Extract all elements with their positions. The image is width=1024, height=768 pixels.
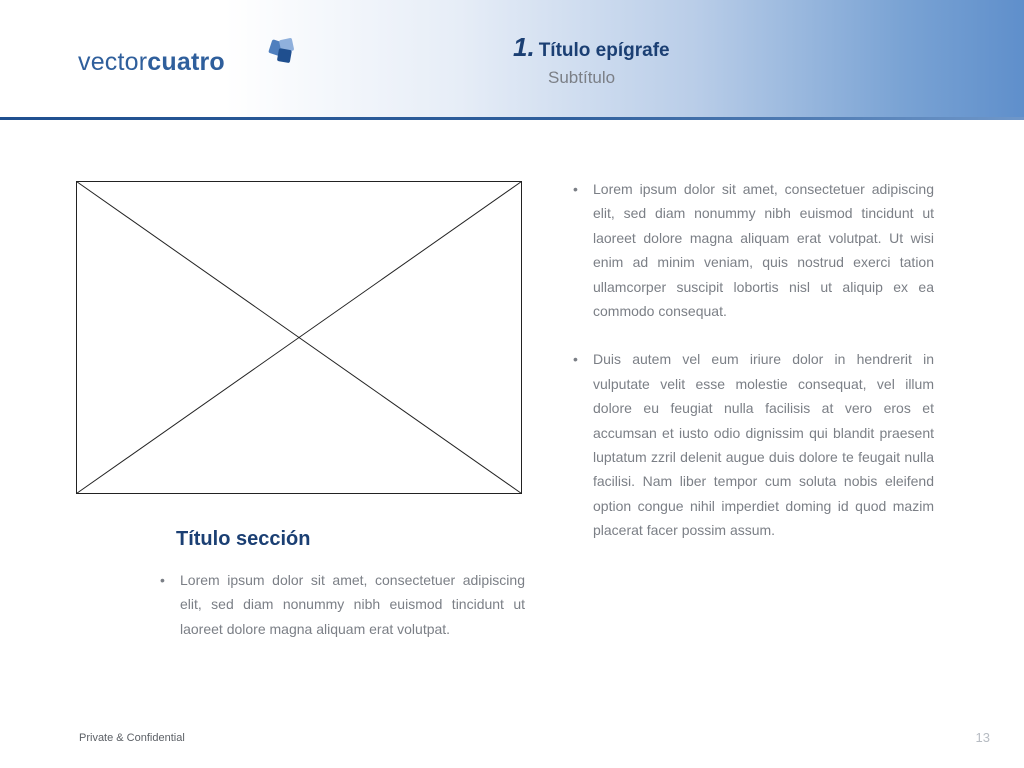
bullet-icon: • bbox=[160, 572, 165, 588]
header-divider bbox=[0, 117, 1024, 120]
vectorcuatro-logo-icon bbox=[266, 36, 298, 68]
page-number: 13 bbox=[975, 730, 990, 745]
section-title: Título sección bbox=[176, 528, 311, 550]
list-item bbox=[573, 177, 934, 323]
logo-wordmark-part2: cuatro bbox=[147, 48, 225, 76]
bullet-text: Lorem ipsum dolor sit amet, consectetuer adipiscing elit, sed diam nonummy nibh euismod tincidunt ut laoreet dolore magna aliquam erat volutpat. bbox=[180, 572, 525, 637]
page-title bbox=[513, 32, 670, 63]
bullet-text: Duis autem vel eum iriure dolor in hendrerit in vulputate velit esse molestie consequat, vel illum dolore eu feugiat nulla facilisis at vero eros et accumsan et iusto odio dignissim qui blandit praesent luptatum zzril delenit augue duis dolore te feugait nulla facilisi. Nam liber tempor cum soluta nobis eleifend option congue nihil imperdiet doming id quod mazim placerat facer possim assum. bbox=[593, 351, 934, 539]
bullet-text: Lorem ipsum dolor sit amet, consectetuer adipiscing elit, sed diam nonummy nibh euismod tincidunt ut laoreet dolore magna aliquam erat volutpat. Ut wisi enim ad minim veniam, quis nostrud exerci tation ullamcorper suscipit lobortis nisl ut aliquip ex ea commodo consequat. bbox=[593, 181, 934, 320]
list-item bbox=[160, 568, 525, 641]
logo-wordmark-part1: vector bbox=[78, 48, 148, 76]
footer-confidential: Private & Confidential bbox=[79, 732, 185, 744]
logo-wordmark bbox=[78, 48, 225, 77]
page-subtitle: Subtítulo bbox=[548, 68, 616, 87]
title-text: Título epígrafe bbox=[538, 40, 670, 61]
title-number: 1. bbox=[513, 32, 535, 62]
bullet-icon: • bbox=[573, 351, 578, 368]
right-bullet-list bbox=[573, 177, 934, 543]
section-bullet-list bbox=[160, 568, 525, 641]
vectorcuatro-logo bbox=[78, 36, 308, 80]
list-item bbox=[573, 347, 934, 542]
bullet-icon: • bbox=[573, 181, 578, 197]
image-placeholder-icon bbox=[76, 181, 522, 494]
